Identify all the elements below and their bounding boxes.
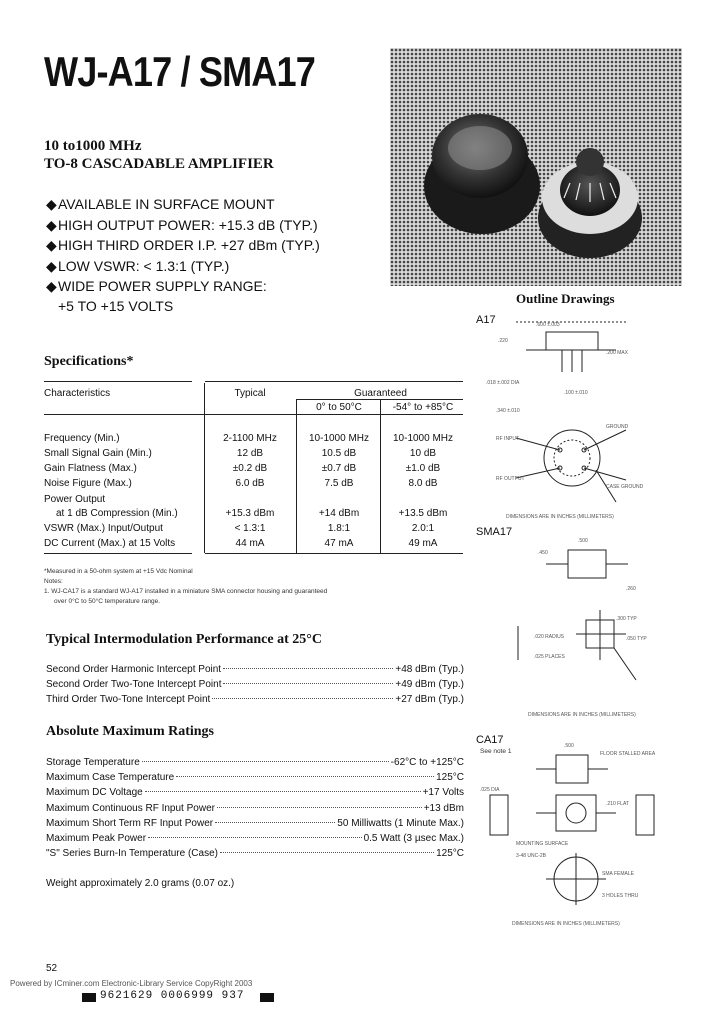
leader-dots xyxy=(142,761,389,762)
rating-row-label: Storage Temperature xyxy=(46,757,140,768)
rating-row-value: +17 Volts xyxy=(422,787,464,799)
spec-footnote: *Measured in a 50-ohm system at +15 Vdc Nominal xyxy=(44,568,193,575)
table-rule xyxy=(205,553,463,554)
intermod-row-value: +49 dBm (Typ.) xyxy=(395,679,464,690)
specifications-heading: Specifications* xyxy=(44,354,134,369)
svg-text:.018 ±.002 DIA: .018 ±.002 DIA xyxy=(486,380,520,386)
rating-row-value: +13 dBm xyxy=(423,802,464,814)
copyright-line: Powered by ICminer.com Electronic-Library Service CopyRight 2003 xyxy=(10,979,253,988)
leader-dots xyxy=(148,837,362,838)
spec-guaranteed-0-50-value: +14 dBm xyxy=(318,508,360,519)
spec-guaranteed-54-85-value: 2.0:1 xyxy=(411,523,435,534)
svg-text:.210 FLAT: .210 FLAT xyxy=(606,801,629,807)
page-title: WJ-A17 / SMA17 xyxy=(44,48,315,95)
rating-row xyxy=(46,848,464,859)
spec-row-label: Power Output xyxy=(44,494,106,505)
spec-guaranteed-0-50-value: 10-1000 MHz xyxy=(308,433,370,444)
feature-item: ◆HIGH OUTPUT POWER: +15.3 dB (TYP.) xyxy=(46,217,318,233)
feature-item: ◆LOW VSWR: < 1.3:1 (TYP.) xyxy=(46,258,230,274)
spec-typical-value: 2-1100 MHz xyxy=(223,433,277,444)
spec-row-label: VSWR (Max.) Input/Output xyxy=(44,523,163,534)
intermod-row-value: +27 dBm (Typ.) xyxy=(395,694,464,705)
spec-typical-value: ±0.2 dB xyxy=(232,463,268,474)
col-range-54-85: -54° to +85°C xyxy=(392,402,454,413)
svg-text:FLOOR STALLED AREA: FLOOR STALLED AREA xyxy=(600,751,656,757)
col-characteristics: Characteristics xyxy=(44,388,111,399)
svg-text:.600 ±.003: .600 ±.003 xyxy=(536,322,560,328)
spec-typical-value: 12 dB xyxy=(236,448,264,459)
spec-typical-value: +15.3 dBm xyxy=(225,508,275,519)
intermod-row xyxy=(46,694,464,705)
svg-text:DIMENSIONS ARE IN INCHES (MILL: DIMENSIONS ARE IN INCHES (MILLIMETERS) xyxy=(506,514,614,520)
svg-text:.020 RADIUS: .020 RADIUS xyxy=(534,634,565,640)
sma17-outline-drawing xyxy=(476,530,666,720)
spec-typical-value: < 1.3:1 xyxy=(234,523,266,534)
rating-row-value: 125°C xyxy=(436,848,464,860)
intermod-row-label: Second Order Two-Tone Intercept Point xyxy=(46,679,222,690)
col-range-0-50: 0° to 50°C xyxy=(316,402,362,413)
intermod-heading: Typical Intermodulation Performance at 25°C xyxy=(46,632,322,647)
a17-label: A17 xyxy=(476,314,496,326)
leader-dots xyxy=(215,822,335,823)
svg-text:GROUND: GROUND xyxy=(606,424,629,430)
rating-row-label: Maximum Short Term RF Input Power xyxy=(46,817,214,829)
product-photo xyxy=(390,48,682,286)
spec-guaranteed-54-85-value: +13.5 dBm xyxy=(398,508,448,519)
footer-marker xyxy=(260,993,274,1002)
note-1-continued: over 0°C to 50°C temperature range. xyxy=(54,598,161,605)
frequency-range: 10 to1000 MHz xyxy=(44,138,142,154)
svg-text:3-48 UNC-2B: 3-48 UNC-2B xyxy=(516,853,547,859)
rating-row-value: 50 Milliwatts (1 Minute Max.) xyxy=(337,817,464,829)
product-subtitle: TO-8 CASCADABLE AMPLIFIER xyxy=(44,156,274,172)
rating-row xyxy=(46,772,464,783)
page-number: 52 xyxy=(46,963,58,974)
a17-outline-drawing xyxy=(476,310,666,530)
intermod-row-label: Second Order Harmonic Intercept Point xyxy=(46,664,222,675)
svg-text:SMA FEMALE: SMA FEMALE xyxy=(602,871,634,877)
spec-guaranteed-0-50-value: 10.5 dB xyxy=(321,448,357,459)
feature-item: ◆HIGH THIRD ORDER I.P. +27 dBm (TYP.) xyxy=(46,237,320,253)
svg-text:.025 PLACES: .025 PLACES xyxy=(534,654,565,660)
ratings-heading: Absolute Maximum Ratings xyxy=(46,724,215,739)
leader-dots xyxy=(220,852,434,853)
svg-text:.050 TYP: .050 TYP xyxy=(626,636,647,642)
intermod-row xyxy=(46,679,464,690)
feature-item: ◆AVAILABLE IN SURFACE MOUNT xyxy=(46,196,275,212)
svg-text:RF OUTPUT: RF OUTPUT xyxy=(496,476,525,482)
rating-row-label: Maximum DC Voltage xyxy=(46,787,143,799)
svg-text:CASE GROUND: CASE GROUND xyxy=(606,484,644,490)
svg-text:.450: .450 xyxy=(538,550,548,556)
spec-row-label: Noise Figure (Max.) xyxy=(44,478,132,489)
col-guaranteed: Guaranteed xyxy=(354,388,407,399)
diamond-bullet-icon: ◆ xyxy=(46,278,57,294)
leader-dots xyxy=(223,683,393,684)
rating-row-value: -62°C to +125°C xyxy=(390,757,464,768)
note-1: 1. WJ-CA17 is a standard WJ-A17 installed in a miniature SMA connector housing and guaranteed xyxy=(44,588,328,595)
spec-guaranteed-0-50-value: 1.8:1 xyxy=(327,523,351,534)
table-rule xyxy=(44,553,192,554)
spec-guaranteed-0-50-value: 47 mA xyxy=(324,538,354,549)
intermod-row xyxy=(46,664,464,675)
leader-dots xyxy=(176,776,434,777)
ca17-label: CA17 xyxy=(476,734,504,746)
spec-typical-value: 6.0 dB xyxy=(235,478,265,489)
intermod-row-value: +48 dBm (Typ.) xyxy=(395,664,464,675)
svg-text:.260: .260 xyxy=(626,586,636,592)
spec-guaranteed-0-50-value: ±0.7 dB xyxy=(321,463,357,474)
spec-guaranteed-0-50-value: 7.5 dB xyxy=(324,478,354,489)
leader-dots xyxy=(145,791,421,792)
sma17-label: SMA17 xyxy=(476,526,513,538)
spec-guaranteed-54-85-value: 8.0 dB xyxy=(408,478,438,489)
spec-row-label: Gain Flatness (Max.) xyxy=(44,463,137,474)
diamond-bullet-icon: ◆ xyxy=(46,196,57,212)
rating-row xyxy=(46,803,464,814)
footer-marker xyxy=(82,993,96,1002)
svg-text:.220: .220 xyxy=(498,338,508,344)
spec-row-label: DC Current (Max.) at 15 Volts xyxy=(44,538,176,549)
ca17-see-note: See note 1 xyxy=(480,748,512,755)
svg-text:.340 ±.010: .340 ±.010 xyxy=(496,408,520,414)
svg-text:.025 DIA: .025 DIA xyxy=(480,787,500,793)
weight-note: Weight approximately 2.0 grams (0.07 oz.) xyxy=(46,878,235,889)
diamond-bullet-icon: ◆ xyxy=(46,217,57,233)
diamond-bullet-icon: ◆ xyxy=(46,237,57,253)
rating-row xyxy=(46,757,464,768)
rating-row xyxy=(46,818,464,829)
rating-row-label: Maximum Case Temperature xyxy=(46,772,175,784)
leader-dots xyxy=(217,807,422,808)
svg-text:.500: .500 xyxy=(578,538,588,544)
spec-row-label: at 1 dB Compression (Min.) xyxy=(56,508,178,519)
svg-text:3 HOLES THRU: 3 HOLES THRU xyxy=(602,893,639,899)
feature-item-continuation: +5 TO +15 VOLTS xyxy=(58,298,174,314)
svg-text:MOUNTING SURFACE: MOUNTING SURFACE xyxy=(516,841,569,847)
spec-row-label: Small Signal Gain (Min.) xyxy=(44,448,152,459)
svg-text:DIMENSIONS ARE IN INCHES (MILL: DIMENSIONS ARE IN INCHES (MILLIMETERS) xyxy=(528,712,636,718)
rating-row xyxy=(46,787,464,798)
spec-guaranteed-54-85-value: 10 dB xyxy=(409,448,437,459)
leader-dots xyxy=(223,668,393,669)
diamond-bullet-icon: ◆ xyxy=(46,258,57,274)
spec-guaranteed-54-85-value: 49 mA xyxy=(408,538,438,549)
rating-row-label: "S" Series Burn-In Temperature (Case) xyxy=(46,848,218,860)
svg-text:.500: .500 xyxy=(564,743,574,749)
rating-row-label: Maximum Peak Power xyxy=(46,833,147,844)
rating-row-value: 0.5 Watt (3 µsec Max.) xyxy=(363,833,464,844)
svg-text:.200 MAX: .200 MAX xyxy=(606,350,628,356)
svg-text:.300 TYP: .300 TYP xyxy=(616,616,637,622)
spec-guaranteed-54-85-value: ±1.0 dB xyxy=(405,463,441,474)
feature-item: ◆WIDE POWER SUPPLY RANGE: xyxy=(46,278,267,294)
notes-label: Notes: xyxy=(44,578,63,585)
rating-row-value: 125°C xyxy=(436,772,464,784)
leader-dots xyxy=(212,698,393,699)
spec-guaranteed-54-85-value: 10-1000 MHz xyxy=(392,433,454,444)
ca17-outline-drawing xyxy=(476,735,666,935)
rating-row xyxy=(46,833,464,844)
col-typical: Typical xyxy=(234,388,266,399)
svg-text:.100 ±.010: .100 ±.010 xyxy=(564,390,588,396)
spec-typical-value: 44 mA xyxy=(235,538,265,549)
svg-text:DIMENSIONS ARE IN INCHES (MILL: DIMENSIONS ARE IN INCHES (MILLIMETERS) xyxy=(512,921,620,927)
svg-text:RF INPUT: RF INPUT xyxy=(496,436,520,442)
outline-drawings-heading: Outline Drawings xyxy=(516,291,615,306)
document-code: 9621629 0006999 937 xyxy=(100,990,245,1002)
spec-row-label: Frequency (Min.) xyxy=(44,433,120,444)
rating-row-label: Maximum Continuous RF Input Power xyxy=(46,802,215,814)
intermod-row-label: Third Order Two-Tone Intercept Point xyxy=(46,694,211,705)
